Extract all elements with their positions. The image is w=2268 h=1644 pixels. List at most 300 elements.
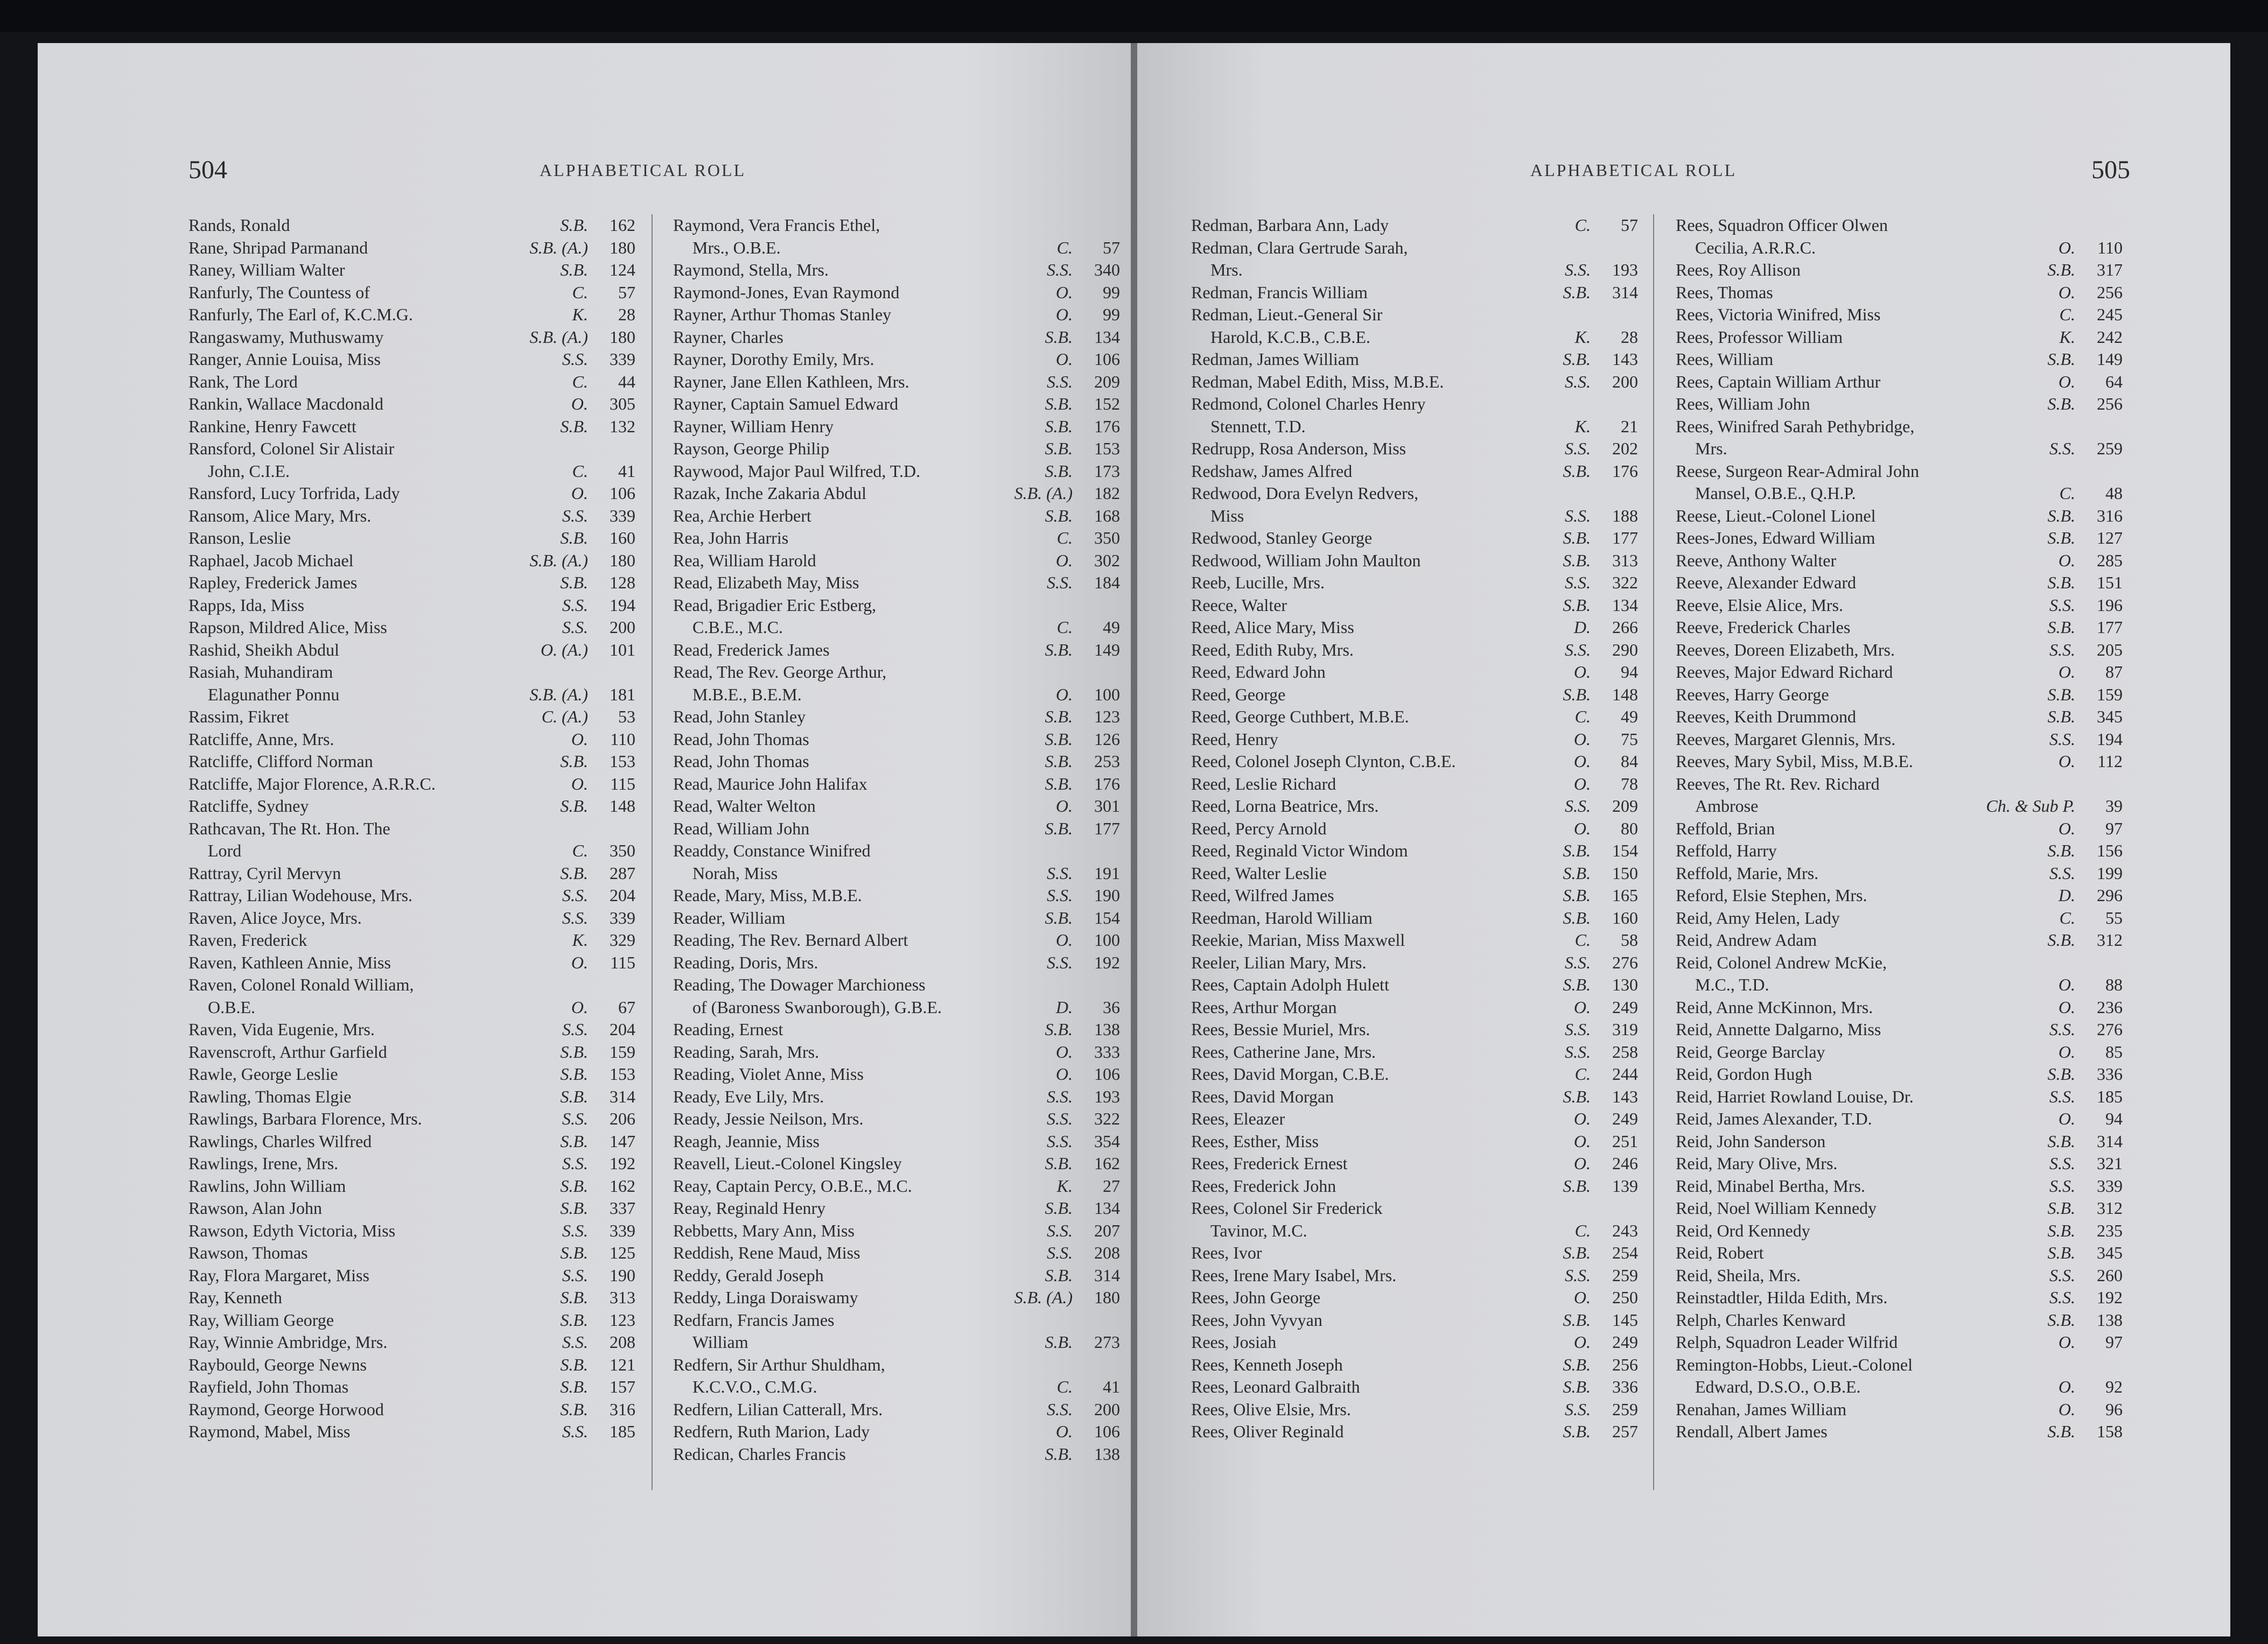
entry-award: S.B. — [560, 1310, 588, 1330]
entry-page: 75 — [1621, 729, 1638, 749]
entry-name: Redfarn, Francis James — [673, 1310, 835, 1330]
entry-name: Read, Elizabeth May, Miss — [673, 573, 859, 592]
entry-page: 110 — [610, 729, 635, 749]
roll-entry — [188, 1242, 635, 1264]
entry-name: Rayson, George Philip — [673, 439, 830, 458]
entry-name: Redfern, Ruth Marion, Lady — [673, 1422, 870, 1441]
roll-entry — [1191, 572, 1638, 594]
entry-name: Reed, George — [1191, 684, 1286, 704]
roll-entry — [673, 1376, 1120, 1399]
entry-name: Reagh, Jeannie, Miss — [673, 1131, 820, 1151]
entry-award: O. — [2058, 1332, 2075, 1352]
roll-entry — [1191, 214, 1638, 237]
roll-entry — [1191, 773, 1638, 796]
entry-name: Rees, Kenneth Joseph — [1191, 1354, 1343, 1374]
roll-entry — [1191, 929, 1638, 952]
roll-entry — [188, 1287, 635, 1309]
roll-entry — [673, 438, 1120, 460]
column-rule — [652, 214, 653, 1490]
entry-page: 177 — [1612, 528, 1638, 547]
entry-award: S.S. — [1047, 863, 1073, 883]
entry-name: Rebbetts, Mary Ann, Miss — [673, 1220, 855, 1240]
roll-entry — [673, 1443, 1120, 1466]
entry-page: 106 — [1094, 1422, 1120, 1441]
entry-name: Read, Brigadier Eric Estberg, — [673, 595, 877, 615]
entry-page: 340 — [1094, 260, 1120, 279]
entry-page: 350 — [1094, 528, 1120, 547]
entry-name: Ratcliffe, Anne, Mrs. — [188, 729, 334, 749]
entry-page: 157 — [610, 1377, 635, 1396]
roll-entry — [1676, 594, 2123, 617]
entry-name: Rees, Oliver Reginald — [1191, 1422, 1344, 1441]
entry-award: S.S. — [1565, 1020, 1591, 1039]
roll-entry — [673, 550, 1120, 572]
entry-name: Redwood, Stanley George — [1191, 528, 1373, 547]
entry-award: S.B. — [560, 1399, 588, 1419]
roll-entry — [1191, 884, 1638, 907]
roll-entry — [1676, 907, 2123, 930]
entry-page: 153 — [610, 1064, 635, 1084]
entry-award: S.B. — [560, 416, 588, 436]
roll-entry — [673, 1130, 1120, 1153]
entry-name: Reid, Annette Dalgarno, Miss — [1676, 1020, 1881, 1039]
entry-name: Rapson, Mildred Alice, Miss — [188, 617, 387, 637]
entry-award: S.S. — [562, 1265, 588, 1285]
entry-name: Reid, Mary Olive, Mrs. — [1676, 1154, 1838, 1173]
entry-page: 160 — [610, 528, 635, 547]
entry-award: O. — [1573, 1154, 1591, 1173]
entry-award: S.S. — [1047, 1109, 1073, 1128]
entry-award: S.B. — [560, 1198, 588, 1218]
entry-name: Reed, Reginald Victor Windom — [1191, 841, 1408, 860]
entry-page: 64 — [2105, 371, 2123, 391]
entry-name: Reford, Elsie Stephen, Mrs. — [1676, 886, 1867, 905]
entry-award: O. — [2058, 818, 2075, 838]
roll-entry — [673, 773, 1120, 796]
entry-page: 125 — [610, 1243, 635, 1262]
entry-name: Remington-Hobbs, Lieut.-Colonel — [1676, 1354, 1913, 1374]
entry-page: 249 — [1612, 997, 1638, 1017]
roll-entry — [673, 929, 1120, 952]
entry-name: Reading, Ernest — [673, 1020, 783, 1039]
roll-entry — [1191, 1354, 1638, 1376]
entry-name: Rees, Irene Mary Isabel, Mrs. — [1191, 1265, 1397, 1285]
entry-name: Rattray, Lilian Wodehouse, Mrs. — [188, 886, 413, 905]
roll-entry — [1676, 974, 2123, 996]
entry-award: S.S. — [2049, 1176, 2075, 1196]
entry-page: 259 — [1612, 1265, 1638, 1285]
roll-entry — [1676, 214, 2123, 237]
entry-name: Rayner, Jane Ellen Kathleen, Mrs. — [673, 371, 909, 391]
entry-name: Readdy, Constance Winifred — [673, 841, 871, 860]
entry-award: S.B. — [1045, 439, 1073, 458]
entry-name: Rees, Captain Adolph Hulett — [1191, 975, 1389, 994]
entry-name: Raphael, Jacob Michael — [188, 550, 354, 570]
entry-award: S.B. — [560, 796, 588, 816]
entry-award: O. — [2058, 1377, 2075, 1396]
entry-name: Reader, William — [673, 908, 786, 928]
roll-entry — [1191, 1331, 1638, 1354]
entry-name: Rangaswamy, Muthuswamy — [188, 327, 384, 347]
entry-name: Rathcavan, The Rt. Hon. The — [188, 818, 390, 838]
entry-award: K. — [572, 930, 588, 950]
entry-award: S.S. — [2049, 1020, 2075, 1039]
entry-award: S.B. — [560, 1176, 588, 1196]
roll-entry — [1676, 282, 2123, 304]
entry-name: Rawling, Thomas Elgie — [188, 1086, 352, 1106]
roll-entry — [188, 1399, 635, 1421]
entry-name: Relph, Charles Kenward — [1676, 1310, 1846, 1330]
entry-page: 139 — [1612, 1176, 1638, 1196]
entry-award: O. — [1055, 684, 1073, 704]
entry-name: Raven, Colonel Ronald William, — [188, 975, 414, 994]
entry-page: 200 — [1094, 1399, 1120, 1419]
entry-name: Rees, William — [1676, 349, 1774, 369]
roll-entry — [1191, 1108, 1638, 1130]
entry-award: S.S. — [562, 505, 588, 525]
entry-page: 316 — [610, 1399, 635, 1419]
entry-award: C. — [1574, 215, 1591, 235]
roll-entry — [1676, 505, 2123, 528]
entry-name: Rattray, Cyril Mervyn — [188, 863, 341, 883]
entry-award: S.B. — [1045, 1444, 1073, 1464]
entry-award: S.S. — [562, 1220, 588, 1240]
entry-name: Mansel, O.B.E., Q.H.P. — [1695, 483, 1856, 503]
entry-award: S.B. — [560, 1354, 588, 1374]
roll-entry — [673, 594, 1120, 617]
entry-page: 322 — [1612, 573, 1638, 592]
entry-name: Ransom, Alice Mary, Mrs. — [188, 505, 372, 525]
entry-name: Reeves, The Rt. Rev. Richard — [1676, 774, 1880, 793]
roll-entry — [1191, 952, 1638, 974]
entry-name: Rea, Archie Herbert — [673, 505, 811, 525]
roll-entry — [1191, 259, 1638, 282]
entry-award: O. — [1055, 1064, 1073, 1084]
entry-page: 101 — [610, 640, 635, 659]
entry-name: Redrupp, Rosa Anderson, Miss — [1191, 439, 1406, 458]
entry-award: S.S. — [562, 1109, 588, 1128]
roll-entry — [188, 974, 635, 996]
entry-award: S.S. — [2049, 1288, 2075, 1307]
running-head: ALPHABETICAL ROLL — [1530, 160, 1737, 180]
entry-award: O. — [2058, 1109, 2075, 1128]
entry-award: S.B. — [560, 528, 588, 547]
entry-page: 345 — [2097, 1243, 2123, 1262]
entry-name: Raney, William Walter — [188, 260, 345, 279]
entry-page: 192 — [2097, 1288, 2123, 1307]
roll-entry — [188, 1130, 635, 1153]
entry-name: Reeler, Lilian Mary, Mrs. — [1191, 952, 1367, 972]
entry-award: C. — [1574, 1220, 1591, 1240]
entry-name: Reading, Doris, Mrs. — [673, 952, 818, 972]
entry-name: Ray, William George — [188, 1310, 334, 1330]
entry-award: S.B. — [560, 260, 588, 279]
entry-name: Rayner, Captain Samuel Edward — [673, 394, 899, 413]
entry-award: S.B. — [1563, 550, 1591, 570]
entry-page: 312 — [2097, 930, 2123, 950]
entry-award: C. — [2059, 305, 2075, 324]
entry-name: Raymond, Vera Francis Ethel, — [673, 215, 880, 235]
entry-name: William — [692, 1332, 748, 1352]
roll-entry — [188, 326, 635, 349]
roll-entry — [188, 393, 635, 416]
roll-entry — [1191, 326, 1638, 349]
entry-page: 199 — [2097, 863, 2123, 883]
entry-award: C. (A.) — [541, 707, 588, 726]
entry-name: M.B.E., B.E.M. — [692, 684, 802, 704]
entry-name: Rees, Josiah — [1191, 1332, 1277, 1352]
entry-name: Reeves, Keith Drummond — [1676, 707, 1857, 726]
entry-page: 149 — [2097, 349, 2123, 369]
entry-award: S.B. — [2047, 394, 2075, 413]
entry-award: S.S. — [562, 1154, 588, 1173]
entry-name: Ranfurly, The Countess of — [188, 282, 370, 302]
entry-page: 153 — [1094, 439, 1120, 458]
entry-name: Redman, Lieut.-General Sir — [1191, 305, 1383, 324]
entry-name: Ready, Eve Lily, Mrs. — [673, 1086, 824, 1106]
column — [1191, 214, 1638, 1443]
entry-page: 154 — [1094, 908, 1120, 928]
entry-name: Ranfurly, The Earl of, K.C.M.G. — [188, 305, 413, 324]
running-head: ALPHABETICAL ROLL — [540, 160, 746, 180]
book-gutter — [1131, 43, 1137, 1636]
entry-name: Rees, Frederick Ernest — [1191, 1154, 1348, 1173]
entry-name: Rane, Shripad Parmanand — [188, 237, 368, 257]
roll-entry — [1676, 1376, 2123, 1399]
entry-award: S.B. — [1563, 684, 1591, 704]
entry-page: 173 — [1094, 461, 1120, 481]
entry-award: K. — [572, 305, 588, 324]
roll-entry — [673, 348, 1120, 371]
entry-award: O. — [1573, 818, 1591, 838]
entry-page: 58 — [1621, 930, 1638, 950]
entry-page: 97 — [2105, 1332, 2123, 1352]
entry-name: Rees-Jones, Edward William — [1676, 528, 1875, 547]
roll-entry — [1191, 1130, 1638, 1153]
roll-entry — [1676, 1130, 2123, 1153]
roll-entry — [673, 259, 1120, 282]
entry-name: Rees, Frederick John — [1191, 1176, 1336, 1196]
entry-page: 204 — [610, 886, 635, 905]
entry-page: 339 — [610, 908, 635, 928]
entry-page: 177 — [1094, 818, 1120, 838]
entry-page: 134 — [1094, 327, 1120, 347]
roll-entry — [673, 326, 1120, 349]
entry-award: C. — [572, 841, 588, 860]
entry-page: 165 — [1612, 886, 1638, 905]
entry-page: 253 — [1094, 751, 1120, 771]
entry-page: 106 — [1094, 1064, 1120, 1084]
entry-page: 202 — [1612, 439, 1638, 458]
entry-award: S.B. — [1045, 818, 1073, 838]
roll-entry — [1191, 348, 1638, 371]
entry-page: 138 — [1094, 1020, 1120, 1039]
roll-entry — [673, 237, 1120, 259]
roll-entry — [1676, 1018, 2123, 1041]
entry-award: S.S. — [1047, 1086, 1073, 1106]
roll-entry — [673, 818, 1120, 840]
roll-entry — [673, 996, 1120, 1019]
entry-page: 193 — [1612, 260, 1638, 279]
entry-page: 149 — [1094, 640, 1120, 659]
entry-name: Redshaw, James Alfred — [1191, 461, 1353, 481]
roll-entry — [188, 282, 635, 304]
roll-entry — [1676, 1175, 2123, 1198]
entry-name: Reid, Noel William Kennedy — [1676, 1198, 1877, 1218]
entry-award: O. (A.) — [541, 640, 588, 659]
entry-page: 87 — [2105, 662, 2123, 682]
entry-page: 128 — [610, 573, 635, 592]
entry-award: S.B. — [1563, 1422, 1591, 1441]
roll-entry — [673, 1354, 1120, 1376]
roll-entry — [673, 1220, 1120, 1242]
entry-award: S.B. — [2047, 505, 2075, 525]
roll-entry — [1676, 1287, 2123, 1309]
entry-name: Rasiah, Muhandiram — [188, 662, 333, 682]
entry-name: Redfern, Sir Arthur Shuldham, — [673, 1354, 885, 1374]
roll-entry — [1191, 795, 1638, 818]
entry-award: S.S. — [2049, 1265, 2075, 1285]
entry-award: S.B. (A.) — [529, 550, 588, 570]
entry-award: S.S. — [2049, 1086, 2075, 1106]
entry-name: Reffold, Marie, Mrs. — [1676, 863, 1819, 883]
roll-entry — [1191, 996, 1638, 1019]
roll-entry — [1191, 728, 1638, 751]
roll-entry — [673, 795, 1120, 818]
entry-award: S.B. — [2047, 617, 2075, 637]
entry-name: Rankin, Wallace Macdonald — [188, 394, 384, 413]
entry-name: Rees, Professor William — [1676, 327, 1843, 347]
entry-name: Reid, John Sanderson — [1676, 1131, 1826, 1151]
roll-entry — [188, 482, 635, 505]
roll-entry — [1191, 706, 1638, 728]
entry-name: Reid, Ord Kennedy — [1676, 1220, 1810, 1240]
entry-page: 162 — [1094, 1154, 1120, 1173]
entry-award: S.B. — [1563, 841, 1591, 860]
roll-entry — [673, 1399, 1120, 1421]
entry-award: S.B. — [560, 863, 588, 883]
roll-entry — [188, 884, 635, 907]
entry-page: 49 — [1103, 617, 1120, 637]
entry-award: S.B. — [1045, 751, 1073, 771]
entry-page: 193 — [1094, 1086, 1120, 1106]
entry-award: S.B. — [1045, 394, 1073, 413]
entry-page: 339 — [610, 1220, 635, 1240]
entry-name: Renahan, James William — [1676, 1399, 1847, 1419]
roll-entry — [1191, 371, 1638, 394]
roll-entry — [673, 1108, 1120, 1130]
entry-award: S.B. — [1563, 461, 1591, 481]
entry-award: O. — [2058, 282, 2075, 302]
entry-name: Reavell, Lieut.-Colonel Kingsley — [673, 1154, 902, 1173]
entry-page: 250 — [1612, 1288, 1638, 1307]
entry-award: S.B. (A.) — [1014, 1288, 1073, 1307]
roll-entry — [1191, 1063, 1638, 1086]
entry-award: O. — [2058, 550, 2075, 570]
entry-name: Read, The Rev. George Arthur, — [673, 662, 887, 682]
roll-entry — [1676, 1242, 2123, 1264]
roll-entry — [1676, 952, 2123, 974]
roll-entry — [188, 750, 635, 773]
entry-award: C. — [1574, 1064, 1591, 1084]
roll-entry — [188, 1220, 635, 1242]
roll-entry — [188, 684, 635, 706]
entry-award: C. — [1056, 617, 1073, 637]
entry-name: Razak, Inche Zakaria Abdul — [673, 483, 866, 503]
roll-entry — [1191, 416, 1638, 438]
entry-page: 209 — [1094, 371, 1120, 391]
entry-page: 162 — [610, 215, 635, 235]
entry-page: 57 — [618, 282, 635, 302]
entry-page: 205 — [2097, 640, 2123, 659]
entry-page: 132 — [610, 416, 635, 436]
entry-name: Ratcliffe, Sydney — [188, 796, 309, 816]
roll-entry — [188, 1086, 635, 1108]
entry-name: Rees, William John — [1676, 394, 1810, 413]
roll-entry — [188, 416, 635, 438]
entry-name: Reeve, Anthony Walter — [1676, 550, 1837, 570]
entry-page: 249 — [1612, 1109, 1638, 1128]
left-page — [38, 43, 1131, 1636]
entry-award: S.B. — [1563, 1243, 1591, 1262]
entry-award: S.B. (A.) — [1014, 483, 1073, 503]
entry-name: Reed, Edward John — [1191, 662, 1326, 682]
roll-entry — [1676, 684, 2123, 706]
roll-entry — [1191, 1309, 1638, 1332]
entry-page: 192 — [610, 1154, 635, 1173]
entry-page: 208 — [1094, 1243, 1120, 1262]
entry-award: S.S. — [562, 1020, 588, 1039]
entry-award: S.B. — [560, 1377, 588, 1396]
entry-name: Redman, Barbara Ann, Lady — [1191, 215, 1389, 235]
roll-entry — [1191, 1086, 1638, 1108]
entry-name: Raymond, George Horwood — [188, 1399, 384, 1419]
entry-page: 152 — [1094, 394, 1120, 413]
entry-page: 194 — [610, 595, 635, 615]
entry-name: Ransford, Colonel Sir Alistair — [188, 439, 395, 458]
roll-entry — [1191, 1153, 1638, 1175]
entry-name: Reece, Walter — [1191, 595, 1287, 615]
entry-name: Reed, Lorna Beatrice, Mrs. — [1191, 796, 1379, 816]
entry-award: S.B. — [1045, 416, 1073, 436]
entry-award: S.S. — [2049, 863, 2075, 883]
entry-award: S.B. — [1563, 975, 1591, 994]
entry-page: 246 — [1612, 1154, 1638, 1173]
entry-award: O. — [2058, 751, 2075, 771]
entry-award: O. — [1055, 349, 1073, 369]
roll-entry — [1676, 326, 2123, 349]
roll-entry — [1191, 907, 1638, 930]
column — [673, 214, 1120, 1465]
entry-award: O. — [571, 729, 588, 749]
entry-page: 96 — [2105, 1399, 2123, 1419]
roll-entry — [1676, 550, 2123, 572]
roll-entry — [673, 1041, 1120, 1064]
entry-name: Reid, Robert — [1676, 1243, 1764, 1262]
entry-page: 339 — [610, 505, 635, 525]
roll-entry — [1191, 594, 1638, 617]
entry-page: 28 — [618, 305, 635, 324]
roll-entry — [1191, 505, 1638, 528]
roll-entry — [188, 572, 635, 594]
entry-award: S.B. — [1563, 349, 1591, 369]
entry-name: Harold, K.C.B., C.B.E. — [1210, 327, 1370, 347]
entry-award: S.B. — [560, 215, 588, 235]
roll-entry — [1676, 416, 2123, 438]
entry-page: 313 — [1612, 550, 1638, 570]
entry-page: 314 — [2097, 1131, 2123, 1151]
entry-page: 80 — [1621, 818, 1638, 838]
